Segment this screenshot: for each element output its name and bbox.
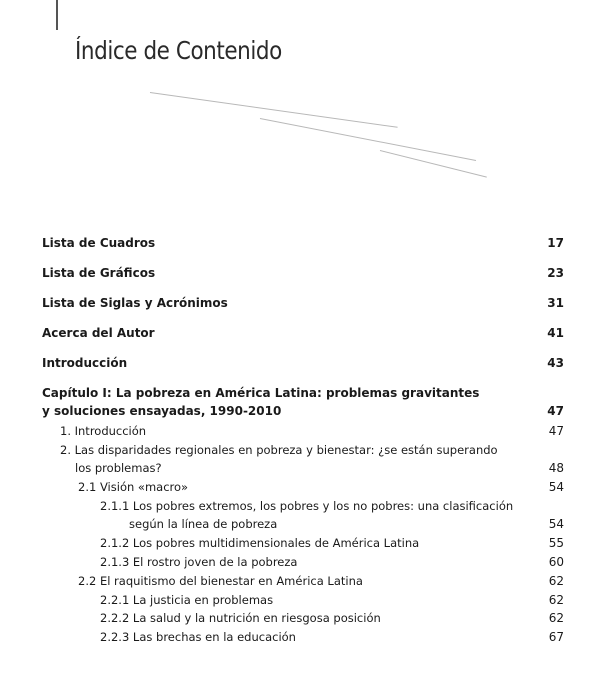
toc-entry-page: 48: [548, 461, 564, 475]
toc-entry-text: 2.2 El raquitismo del bienestar en América Latina: [78, 574, 363, 588]
toc-entry-page: 47: [547, 404, 564, 418]
toc-entry-text: 2.1.2 Los pobres multidimensionales de América Latina: [100, 536, 420, 550]
toc-entry-page: 23: [547, 266, 564, 280]
toc-entry-page: 55: [548, 536, 564, 550]
toc-entry-text: según la línea de pobreza: [129, 517, 278, 531]
toc-entry-page: 47: [548, 424, 564, 438]
toc-entry-text: 2.1.1 Los pobres extremos, los pobres y los no pobres: una clasificación: [100, 499, 514, 513]
toc-entry-text: 2.2.2 La salud y la nutrición en riesgosa posición: [100, 611, 381, 625]
toc-entry-page: 60: [548, 555, 564, 569]
toc-entry-text: 1. Introducción: [60, 424, 147, 438]
toc-entry-text: Lista de Cuadros: [42, 236, 156, 250]
toc-entry-text: 2.1 Visión «macro»: [78, 480, 189, 494]
toc-entry-text: 2. Las disparidades regionales en pobreza y bienestar: ¿se están superando: [60, 443, 498, 457]
toc-entry-page: 41: [547, 326, 564, 340]
toc-entry-page: 43: [547, 356, 564, 370]
toc-entry-text: y soluciones ensayadas, 1990-2010: [42, 404, 282, 418]
toc-entry-text: 2.2.1 La justicia en problemas: [100, 593, 274, 607]
toc-entry-text: Acerca del Autor: [42, 326, 155, 340]
toc-entry-text: Capítulo I: La pobreza en América Latina: problemas gravitantes: [42, 386, 480, 400]
toc-entry-page: 67: [548, 630, 564, 644]
toc-entry-page: 54: [548, 517, 564, 531]
toc-entry-page: 62: [548, 611, 564, 625]
toc-entry-text: los problemas?: [75, 461, 162, 475]
toc-entry-page: 54: [548, 480, 564, 494]
toc-entry-text: Lista de Gráficos: [42, 266, 156, 280]
toc-entry-page: 62: [548, 593, 564, 607]
toc-entry-text: 2.2.3 Las brechas en la educación: [100, 630, 296, 644]
toc-entry-text: 2.1.3 El rostro joven de la pobreza: [100, 555, 298, 569]
toc-entry-page: 31: [547, 296, 564, 310]
toc-entry-text: Introducción: [42, 356, 128, 370]
toc-entry-page: 62: [548, 574, 564, 588]
page-title: Índice de Contenido: [75, 36, 282, 65]
toc-entry-page: 17: [547, 236, 564, 250]
toc-entry-text: Lista de Siglas y Acrónimos: [42, 296, 228, 310]
